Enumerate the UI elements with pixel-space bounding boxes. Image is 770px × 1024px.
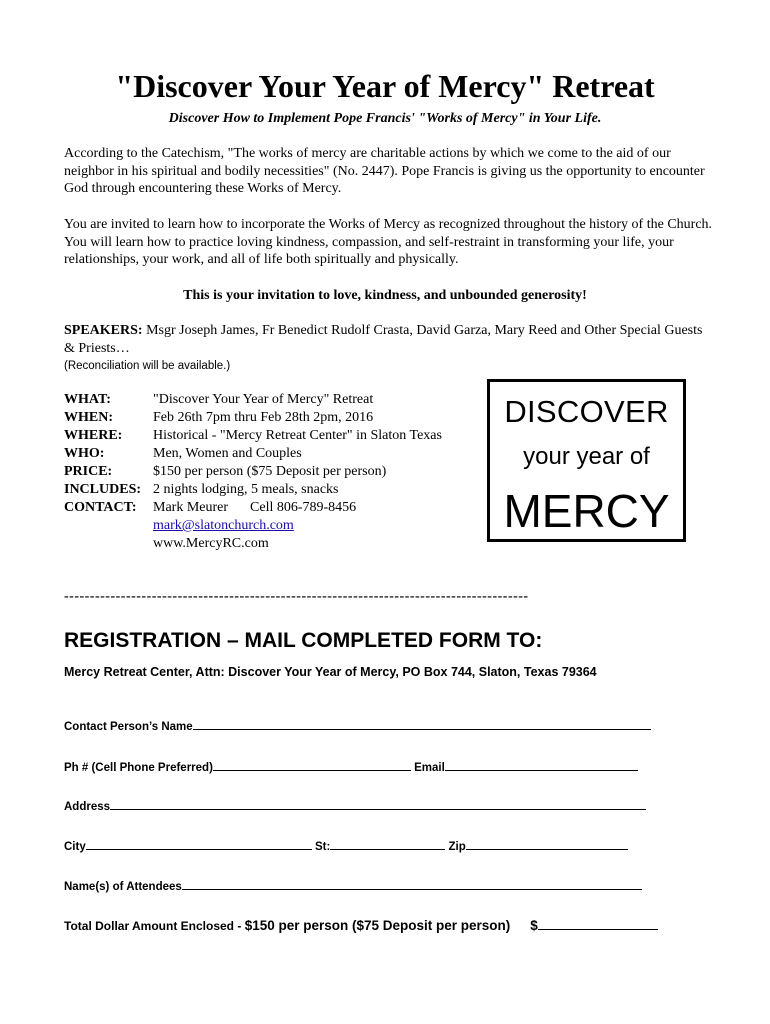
- phone-label: Ph # (Cell Phone Preferred): [64, 762, 213, 774]
- invitation-statement: This is your invitation to love, kindness, and unbounded generosity!: [183, 288, 587, 303]
- address-field: [64, 798, 646, 814]
- speakers-label: SPEAKERS:: [64, 323, 143, 338]
- page-title: "Discover Your Year of Mercy" Retreat: [115, 68, 655, 104]
- detail-row-what: [64, 391, 442, 409]
- email-blank[interactable]: [445, 759, 638, 771]
- cut-line-divider: ------------------------------------------------------------------------------------------: [64, 589, 529, 604]
- speakers-section: [64, 322, 714, 357]
- detail-value-when: Feb 26th 7pm thru Feb 28th 2pm, 2016: [153, 410, 374, 425]
- detail-row-price: [64, 463, 442, 481]
- registration-heading: REGISTRATION – MAIL COMPLETED FORM TO:: [64, 629, 543, 652]
- contact-name-label: Contact Person’s Name: [64, 721, 193, 733]
- contact-name: Mark Meurer: [153, 500, 229, 515]
- phone-email-field: [64, 759, 638, 775]
- detail-row-who: [64, 445, 442, 463]
- detail-value-where: Historical - "Mercy Retreat Center" in Slaton Texas: [153, 428, 442, 443]
- zip-blank[interactable]: [466, 838, 628, 850]
- website-url: www.MercyRC.com: [153, 536, 269, 551]
- total-label: Total Dollar Amount Enclosed -: [64, 919, 245, 933]
- contact-email-link[interactable]: mark@slatonchurch.com: [153, 518, 294, 533]
- city-state-zip-field: [64, 838, 628, 854]
- intro-paragraph-invitation: You are invited to learn how to incorporate the Works of Mercy as recognized throughout the history of the Church. You will learn how to practice loving kindness, compassion, and self-restraint in transforming your life, your relationships, your work, and all of life both spiritually and physically.: [64, 217, 713, 267]
- intro-paragraph-catechism: According to the Catechism, "The works of mercy are charitable actions by which we come to the aid of our neighbor in his spiritual and bodily necessities" (No. 2447). Pope Francis is giving us the opportunity to encounter God through encountering these Works of Mercy.: [64, 146, 705, 196]
- total-amount-field: [64, 918, 658, 933]
- city-blank[interactable]: [86, 838, 312, 850]
- contact-name-field: [64, 718, 651, 734]
- email-label: Email: [414, 762, 445, 774]
- detail-value-who: Men, Women and Couples: [153, 446, 302, 461]
- total-amount-blank[interactable]: [538, 918, 658, 930]
- detail-label-includes: INCLUDES:: [64, 482, 142, 497]
- event-details: [64, 391, 442, 553]
- detail-value-contact: [153, 499, 356, 517]
- total-price-text: $150 per person ($75 Deposit per person): [244, 918, 511, 933]
- logo-text-mercy: MERCY: [503, 485, 670, 537]
- detail-label-when: WHEN:: [64, 410, 113, 425]
- address-blank[interactable]: [110, 798, 646, 810]
- logo-text-your-year-of: your year of: [523, 443, 650, 470]
- detail-label-contact: CONTACT:: [64, 500, 137, 515]
- detail-row-contact: [64, 499, 442, 517]
- speakers-list: Msgr Joseph James, Fr Benedict Rudolf Crasta, David Garza, Mary Reed and Other Special Guests & Priests…: [64, 323, 703, 356]
- detail-label-where: WHERE:: [64, 428, 123, 443]
- detail-label-price: PRICE:: [64, 464, 113, 479]
- contact-phone: Cell 806-789-8456: [250, 500, 357, 515]
- detail-row-website: [64, 535, 442, 553]
- phone-blank[interactable]: [213, 759, 411, 771]
- contact-name-blank[interactable]: [193, 718, 651, 730]
- page-subtitle: Discover How to Implement Pope Francis' "Works of Mercy" in Your Life.: [168, 111, 602, 126]
- state-blank[interactable]: [330, 838, 445, 850]
- detail-row-when: [64, 409, 442, 427]
- detail-value-what: "Discover Your Year of Mercy" Retreat: [153, 392, 374, 407]
- discover-mercy-logo: [487, 379, 686, 542]
- attendees-blank[interactable]: [182, 878, 642, 890]
- detail-row-email: [64, 517, 442, 535]
- detail-value-price: $150 per person ($75 Deposit per person): [153, 464, 387, 479]
- detail-row-where: [64, 427, 442, 445]
- reconciliation-note: (Reconciliation will be available.): [64, 360, 231, 372]
- attendees-label: Name(s) of Attendees: [64, 881, 182, 893]
- zip-label: Zip: [448, 841, 466, 853]
- detail-label-who: WHO:: [64, 446, 105, 461]
- logo-text-discover: DISCOVER: [504, 394, 669, 429]
- detail-label-what: WHAT:: [64, 392, 111, 407]
- state-label: St:: [314, 841, 331, 853]
- detail-row-includes: [64, 481, 442, 499]
- city-label: City: [64, 841, 86, 853]
- address-label: Address: [64, 801, 111, 813]
- dollar-sign: $: [530, 918, 538, 933]
- mailing-address: Mercy Retreat Center, Attn: Discover Your Year of Mercy, PO Box 744, Slaton, Texas 79364: [64, 665, 597, 679]
- attendees-field: [64, 878, 642, 894]
- detail-value-includes: 2 nights lodging, 5 meals, snacks: [153, 482, 339, 497]
